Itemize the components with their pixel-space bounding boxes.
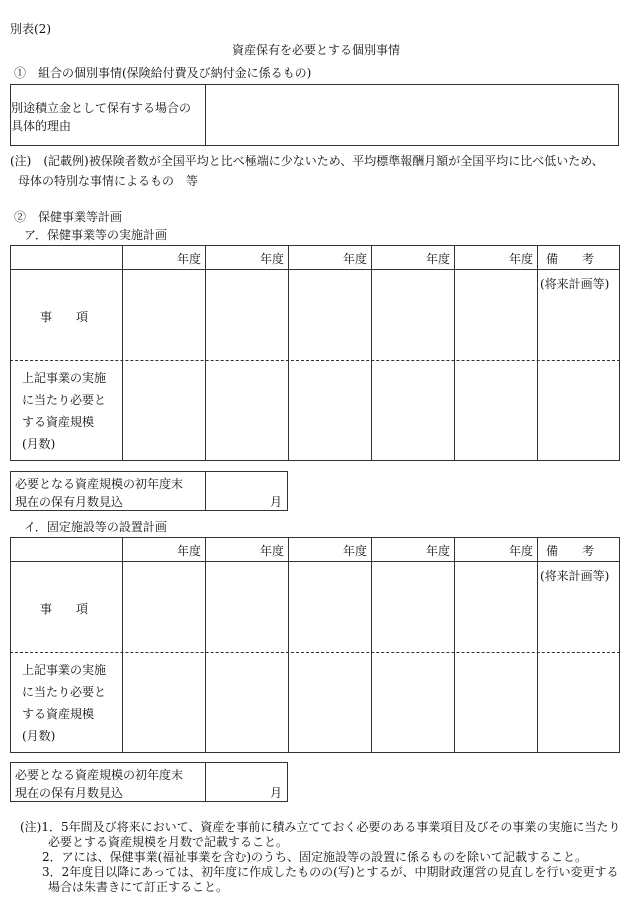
item-label: 事 項 [40, 310, 89, 324]
asset-label: 上記事業の実施 [22, 663, 107, 677]
asset-label: (月数) [22, 437, 56, 451]
reason-label-2: 具体的理由 [11, 119, 72, 133]
year-header: 年度 [259, 252, 284, 266]
divider [205, 762, 206, 802]
note-1: (注)1．5年間及び将来において、資産を事前に積み立てておく必要のある事業項目及びその事業の実施に当たり [20, 820, 621, 834]
year-header: 年度 [342, 252, 367, 266]
note-1-cont: 必要とする資産規模を月数で記載すること。 [48, 835, 289, 849]
column-divider [537, 537, 538, 752]
month-unit: 月 [270, 495, 283, 509]
column-divider [122, 537, 123, 752]
section2-heading: ② 保健事業等計画 [14, 210, 123, 224]
column-divider [537, 245, 538, 460]
required-label-2: 現在の保有月数見込 [15, 786, 124, 800]
year-header: 年度 [176, 252, 201, 266]
plan-table [10, 537, 620, 753]
section1-note-1: (注) (記載例)被保険者数が全国平均と比べ極端に少ないため、平均標準報酬月額が全国平均に比べ低いため、 [10, 154, 604, 168]
plan-table [10, 245, 620, 461]
month-unit: 月 [270, 786, 283, 800]
reason-label-1: 別途積立金として保有する場合の [11, 101, 192, 115]
year-header: 年度 [259, 544, 284, 558]
column-divider [205, 245, 206, 460]
year-header: 年度 [508, 544, 533, 558]
year-header: 年度 [508, 252, 533, 266]
required-label-2: 現在の保有月数見込 [15, 495, 124, 509]
dashed-divider [10, 360, 620, 361]
remarks-header: 備 考 [546, 544, 595, 558]
remarks-note: (将来計画等) [540, 569, 610, 583]
year-header: 年度 [425, 544, 450, 558]
column-divider [288, 245, 289, 460]
asset-label: に当たり必要と [22, 685, 107, 699]
attachment-label: 別表(2) [10, 22, 51, 36]
note-3: 3．2年度目以降にあっては、初年度に作成したものの(写)とするが、中期財政運営の見直しを行い変更する [42, 865, 619, 879]
column-divider [122, 245, 123, 460]
column-divider [454, 245, 455, 460]
item-label: 事 項 [40, 602, 89, 616]
dashed-divider [10, 652, 620, 653]
divider [205, 471, 206, 511]
section1-heading: ① 組合の個別事情(保険給付費及び納付金に係るもの) [14, 66, 312, 80]
remarks-header: 備 考 [546, 252, 595, 266]
column-divider [454, 537, 455, 752]
header-divider [10, 561, 620, 562]
asset-label: する資産規模 [22, 415, 95, 429]
note-2: 2．アには、保健事業(福祉事業を含む)のうち、固定施設等の設置に係るものを除いて記載すること。 [42, 850, 588, 864]
column-divider [288, 537, 289, 752]
asset-label: する資産規模 [22, 707, 95, 721]
year-header: 年度 [425, 252, 450, 266]
table-caption: ア．保健事業等の実施計画 [24, 228, 168, 242]
table-caption: イ．固定施設等の設置計画 [24, 520, 167, 534]
header-divider [10, 269, 620, 270]
column-divider [371, 537, 372, 752]
column-divider [371, 245, 372, 460]
asset-label: (月数) [22, 729, 56, 743]
document-title: 資産保有を必要とする個別事情 [232, 43, 401, 57]
required-label-1: 必要となる資産規模の初年度末 [15, 477, 184, 491]
asset-label: 上記事業の実施 [22, 371, 107, 385]
year-header: 年度 [176, 544, 201, 558]
asset-label: に当たり必要と [22, 393, 107, 407]
year-header: 年度 [342, 544, 367, 558]
note-3-cont: 場合は朱書きにて訂正すること。 [48, 880, 229, 894]
remarks-note: (将来計画等) [540, 277, 610, 291]
section1-note-2: 母体の特別な事情によるもの 等 [18, 174, 199, 188]
required-label-1: 必要となる資産規模の初年度末 [15, 768, 184, 782]
column-divider [205, 537, 206, 752]
reason-input[interactable] [208, 88, 616, 142]
divider [205, 84, 206, 146]
